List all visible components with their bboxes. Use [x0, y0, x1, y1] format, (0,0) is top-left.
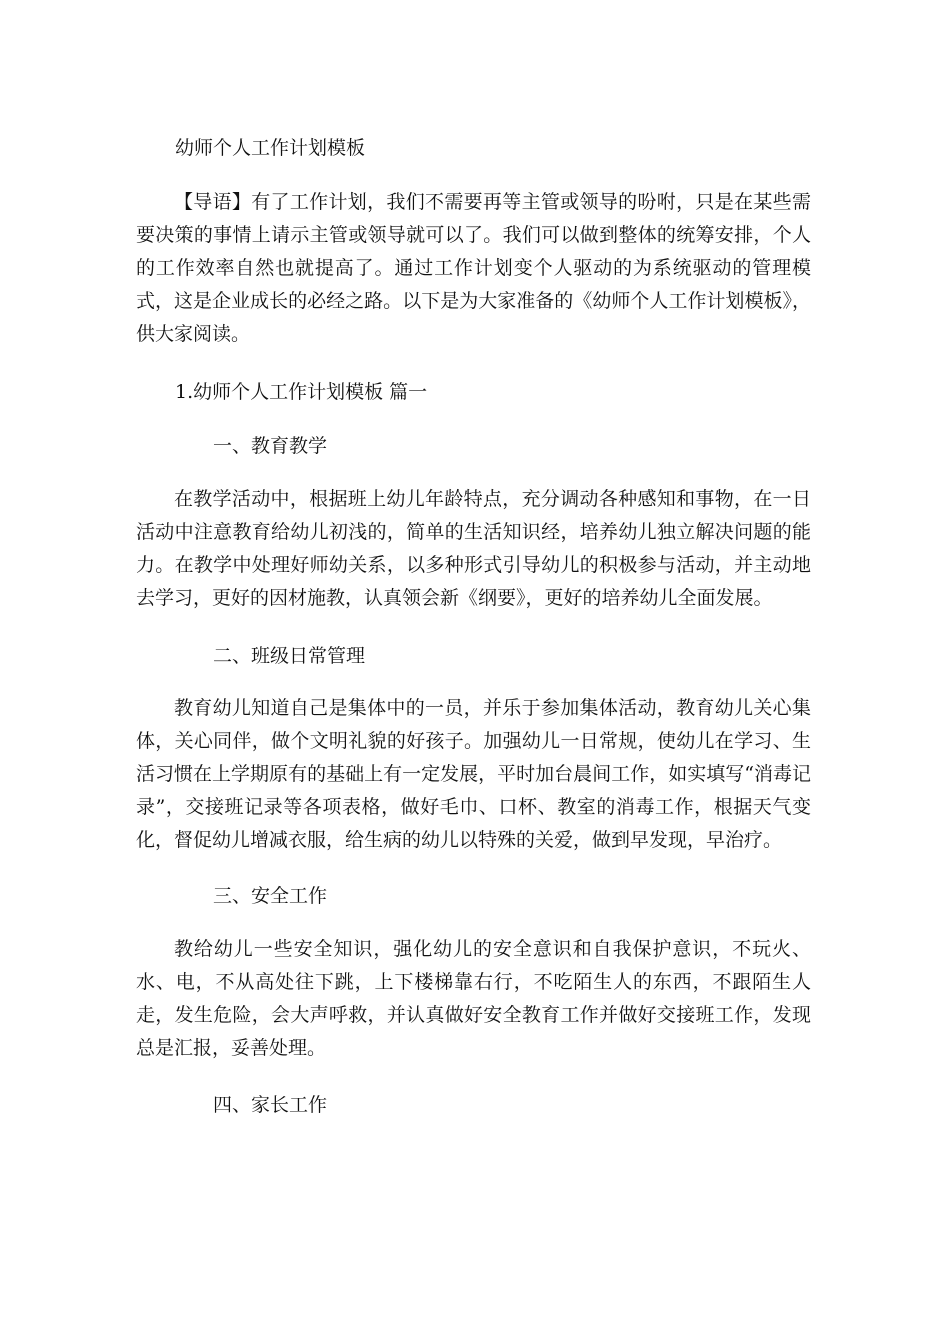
- section-heading-safety: 三、安全工作: [213, 885, 328, 907]
- section-body-teaching: 在教学活动中，根据班上幼儿年龄特点，充分调动各种感知和事物，在一日活动中注意教育给幼儿初浅的，简单的生活知识经，培养幼儿独立解决问题的能力。在教学中处理好师幼关系，以多种形式引导幼儿的积极参与活动，并主动地去学习，更好的因材施教，认真领会新《纲要》，更好的培养幼儿全面发展。: [136, 488, 811, 609]
- section-heading-teaching: 一、教育教学: [213, 435, 328, 457]
- section-heading-class-management: 二、班级日常管理: [213, 645, 366, 667]
- section-heading-parents: 四、家长工作: [213, 1094, 328, 1116]
- intro-paragraph: 【导语】有了工作计划，我们不需要再等主管或领导的吩咐，只是在某些需要决策的事情上请示主管或领导就可以了。我们可以做到整体的统筹安排，个人的工作效率自然也就提高了。通过工作计划变个人驱动的为系统驱动的管理模式，这是企业成长的必经之路。以下是为大家准备的《幼师个人工作计划模板》，供大家阅读。: [136, 191, 811, 345]
- section-body-safety: 教给幼儿一些安全知识，强化幼儿的安全意识和自我保护意识，不玩火、水、电，不从高处往下跳，上下楼梯靠右行，不吃陌生人的东西，不跟陌生人走，发生危险，会大声呼救，并认真做好安全教育工作并做好交接班工作，发现总是汇报，妥善处理。: [136, 938, 811, 1059]
- section-body-class-management: 教育幼儿知道自己是集体中的一员，并乐于参加集体活动，教育幼儿关心集体，关心同伴，做个文明礼貌的好孩子。加强幼儿一日常规，使幼儿在学习、生活习惯在上学期原有的基础上有一定发展，平时加台晨间工作，如实填写“消毒记录”，交接班记录等各项表格，做好毛巾、口杯、教室的消毒工作，根据天气变化，督促幼儿增减衣服，给生病的幼儿以特殊的关爱，做到早发现，早治疗。: [136, 697, 811, 851]
- part-heading: 1.幼师个人工作计划模板 篇一: [175, 381, 428, 403]
- document-title: 幼师个人工作计划模板: [175, 137, 366, 159]
